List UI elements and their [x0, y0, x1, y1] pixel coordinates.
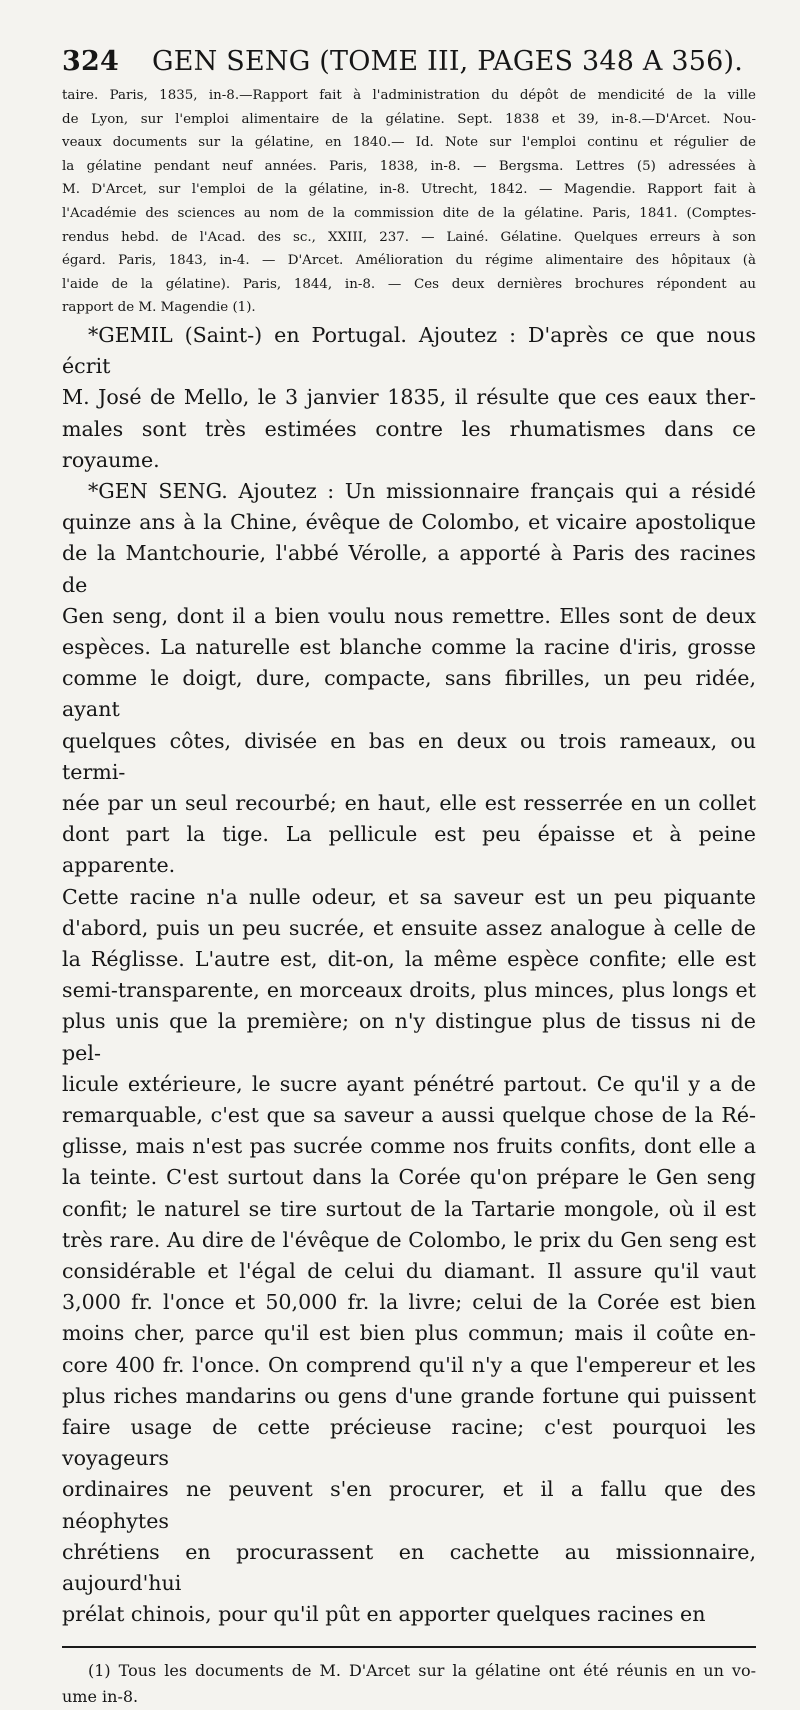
- text-line: M. José de Mello, le 3 janvier 1835, il résulte que ces eaux ther-: [62, 385, 756, 410]
- bibliography-line: de Lyon, sur l'emploi alimentaire de la gélatine. Sept. 1838 et 39, in-8.—D'Arcet. Nou-: [62, 111, 756, 127]
- text-line: semi-transparente, en morceaux droits, plus minces, plus longs et: [62, 978, 756, 1003]
- text-line: core 400 fr. l'once. On comprend qu'il n'y a que l'empereur et les: [62, 1352, 756, 1377]
- bibliography-line: taire. Paris, 1835, in-8.—Rapport fait à l'administration du dépôt de mendicité de la ville: [62, 88, 756, 103]
- text-line: née par un seul recourbé; en haut, elle est resserrée en un collet: [62, 790, 756, 815]
- book-page: [62, 46, 756, 1710]
- text-line: plus riches mandarins ou gens d'une grande fortune qui puissent: [62, 1383, 756, 1408]
- bibliography-line: veaux documents sur la gélatine, en 1840.— Id. Note sur l'emploi continu et régulier de: [62, 135, 756, 151]
- entry-gen-seng: [62, 476, 756, 1631]
- bibliography-line: l'Académie des sciences au nom de la commission dite de la gélatine. Paris, 1841. (Comptes-: [62, 205, 756, 221]
- bibliography-line: la gélatine pendant neuf années. Paris, 1838, in-8. — Bergsma. Lettres (5) adressées à: [62, 158, 756, 174]
- footnote-line: (1) Tous les documents de M. D'Arcet sur la gélatine ont été réunis en un vo-: [88, 1661, 756, 1681]
- footnote: [62, 1658, 756, 1710]
- text-line: remarquable, c'est que sa saveur a aussi quelque chose de la Ré-: [62, 1103, 756, 1128]
- bibliography-line: M. D'Arcet, sur l'emploi de la gélatine, in-8. Utrecht, 1842. — Magendie. Rapport fait à: [62, 182, 756, 198]
- running-header: [62, 46, 756, 84]
- bibliography-line: rapport de M. Magendie (1).: [62, 300, 256, 316]
- text-line: considérable et l'égal de celui du diamant. Il assure qu'il vaut: [62, 1259, 756, 1284]
- text-line: d'abord, puis un peu sucrée, et ensuite assez analogue à celle de: [62, 915, 756, 940]
- text-line: 3,000 fr. l'once et 50,000 fr. la livre; celui de la Corée est bien: [62, 1290, 756, 1315]
- bibliography-line: l'aide de la gélatine). Paris, 1844, in-8. — Ces deux dernières brochures répondent au: [62, 276, 756, 292]
- text-line: Gen seng, dont il a bien voulu nous remettre. Elles sont de deux: [62, 603, 756, 628]
- text-line: *GEMIL (Saint-) en Portugal. Ajoutez : D'après ce que nous écrit: [62, 322, 756, 379]
- bibliography-line: égard. Paris, 1843, in-4. — D'Arcet. Amélioration du régime alimentaire des hôpitaux (à: [62, 253, 756, 269]
- text-line: *GEN SENG. Ajoutez : Un missionnaire français qui a résidé: [88, 478, 756, 503]
- page-number: 324: [62, 46, 119, 77]
- footnote-line: ume in-8.: [62, 1687, 139, 1707]
- bibliography-continuation: [62, 84, 756, 320]
- entry-gemil: [62, 320, 756, 476]
- text-line: espèces. La naturelle est blanche comme la racine d'iris, grosse: [62, 634, 756, 659]
- text-line: comme le doigt, dure, compacte, sans fibrilles, un peu ridée, ayant: [62, 666, 756, 722]
- text-line: licule extérieure, le sucre ayant pénétré partout. Ce qu'il y a de: [62, 1071, 756, 1096]
- text-line: Cette racine n'a nulle odeur, et sa saveur est un peu piquante: [62, 884, 756, 909]
- text-line: de la Mantchourie, l'abbé Vérolle, a apporté à Paris des racines de: [62, 541, 756, 597]
- text-line: quinze ans à la Chine, évêque de Colombo, et vicaire apostolique: [62, 510, 756, 535]
- text-line: chrétiens en procurassent en cachette au missionnaire, aujourd'hui: [62, 1539, 756, 1596]
- text-line: très rare. Au dire de l'évêque de Colombo, le prix du Gen seng est: [62, 1227, 756, 1252]
- text-line: la Réglisse. L'autre est, dit-on, la même espèce confite; elle est: [62, 947, 756, 971]
- text-line: ordinaires ne peuvent s'en procurer, et il a fallu que des néophytes: [62, 1477, 756, 1533]
- bibliography-line: rendus hebd. de l'Acad. des sc., XXIII, 237. — Lainé. Gélatine. Quelques erreurs à son: [62, 229, 756, 245]
- text-line: confit; le naturel se tire surtout de la Tartarie mongole, où il est: [62, 1196, 756, 1221]
- footnote-rule: [62, 1646, 756, 1648]
- text-line: glisse, mais n'est pas sucrée comme nos fruits confits, dont elle a: [62, 1134, 756, 1159]
- text-line: faire usage de cette précieuse racine; c'est pourquoi les voyageurs: [62, 1415, 756, 1471]
- text-line: quelques côtes, divisée en bas en deux ou trois rameaux, ou termi-: [62, 728, 756, 784]
- text-line: la teinte. C'est surtout dans la Corée qu'on prépare le Gen seng: [62, 1165, 756, 1190]
- running-title: GEN SENG (TOME III, PAGES 348 A 356).: [152, 46, 744, 77]
- text-line: males sont très estimées contre les rhumatismes dans ce royaume.: [62, 416, 756, 472]
- text-line: moins cher, parce qu'il est bien plus commun; mais il coûte en-: [62, 1321, 756, 1346]
- text-line: prélat chinois, pour qu'il pût en apporter quelques racines en: [62, 1602, 706, 1627]
- text-line: plus unis que la première; on n'y distingue plus de tissus ni de pel-: [62, 1009, 756, 1065]
- text-line: dont part la tige. La pellicule est peu épaisse et à peine apparente.: [62, 822, 756, 878]
